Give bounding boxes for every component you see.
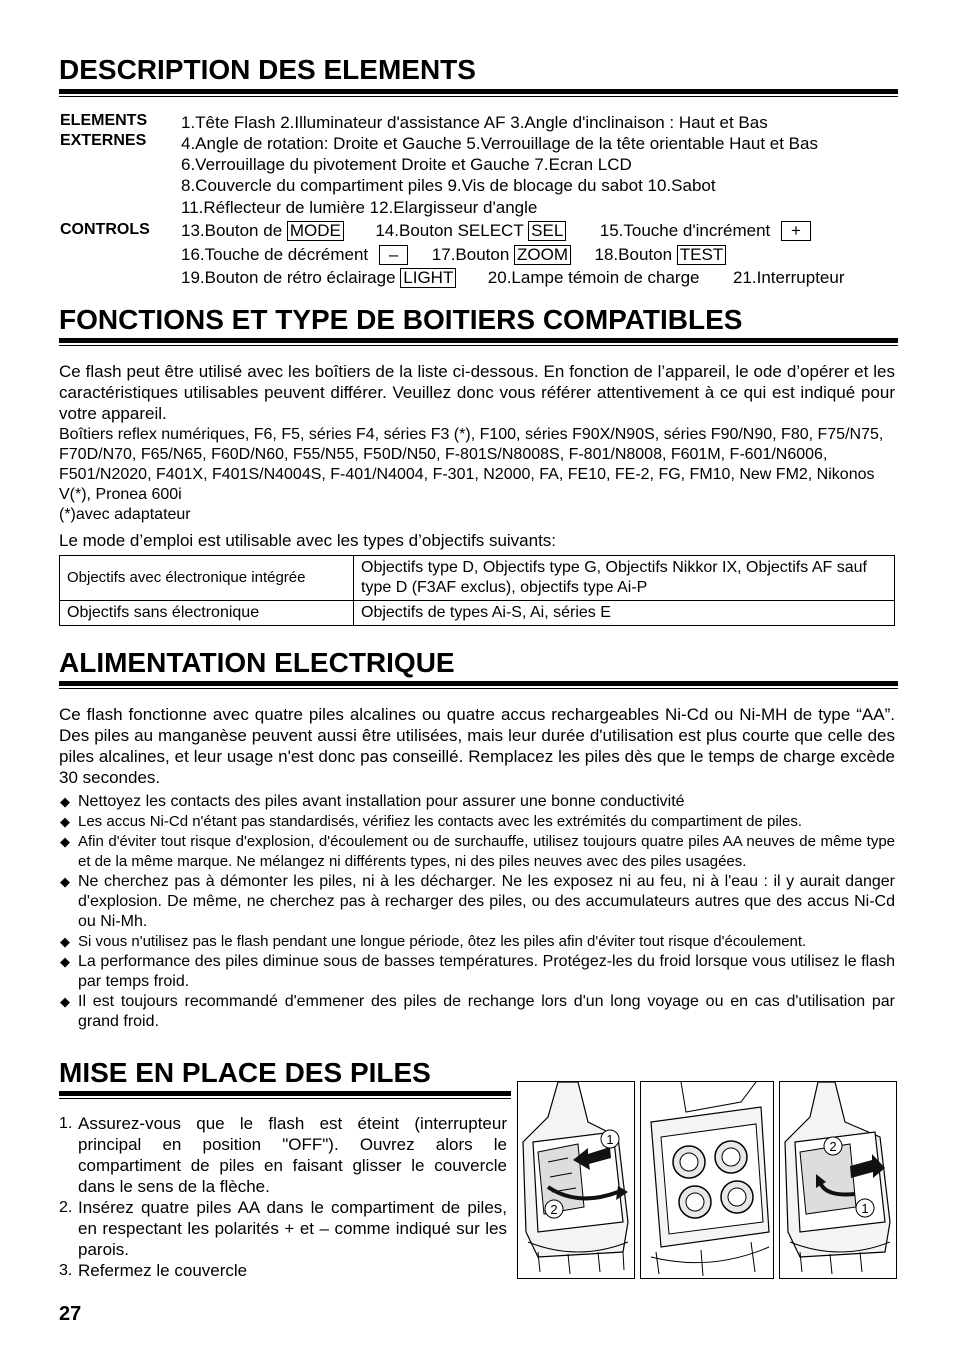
page-number: 27 bbox=[59, 1303, 82, 1325]
title-rule bbox=[59, 89, 898, 94]
controls-line-3 bbox=[181, 267, 844, 288]
battery-steps-list bbox=[59, 1113, 507, 1281]
battery-compartment-icon bbox=[641, 1082, 773, 1278]
table-cell: Objectifs avec électronique intégrée bbox=[60, 556, 354, 601]
control-15: 15.Touche d'incrément bbox=[599, 221, 775, 240]
control-21: 21.Interrupteur bbox=[732, 268, 845, 287]
section-title-fonctions: FONCTIONS ET TYPE DE BOITIERS COMPATIBLES bbox=[59, 304, 743, 335]
table-row bbox=[60, 601, 895, 626]
plus-key: + bbox=[781, 221, 811, 241]
diamond-bullet-icon: ◆ bbox=[60, 794, 70, 809]
minus-key: – bbox=[379, 245, 408, 265]
table-cell: Objectifs de types Ai-S, Ai, séries E bbox=[354, 601, 895, 626]
label-controls: CONTROLS bbox=[60, 221, 150, 238]
flash-open-cover-icon bbox=[518, 1082, 634, 1278]
zoom-key: ZOOM bbox=[514, 245, 571, 265]
title-rule bbox=[59, 1091, 511, 1096]
title-rule-thin bbox=[59, 345, 898, 346]
list-item: ◆ Les accus Ni-Cd n'étant pas standardisés, vérifiez les contacts avec les extrémités du compartiment de piles. bbox=[60, 813, 803, 830]
section-title-alimentation: ALIMENTATION ELECTRIQUE bbox=[59, 647, 455, 678]
table-row bbox=[60, 556, 895, 601]
diamond-bullet-icon: ◆ bbox=[60, 874, 70, 889]
control-16: 16.Touche de décrément bbox=[181, 245, 373, 264]
illustration-batteries bbox=[640, 1081, 774, 1279]
fonctions-intro: Ce flash peut être utilisé avec les boîtiers de la liste ci-dessous. En fonction de l’appareil, le ode d’opérer et les caractéristiques utilisables peuvent différer. Veuillez donc vous référer attentivement à ce qui est indiqué pour votre appareil. bbox=[59, 362, 895, 423]
list-item: ◆ Il est toujours recommandé d'emmener des piles de rechange lors d'un long voyage ou en cas d'utilisation par grand froid. bbox=[60, 993, 895, 1030]
externes-line: 4.Angle de rotation: Droite et Gauche 5.Verrouillage de la tête orientable Haut et Bas bbox=[181, 134, 818, 153]
controls-line-1 bbox=[181, 220, 811, 241]
sel-key: SEL bbox=[528, 221, 566, 241]
title-rule-thin bbox=[59, 1098, 511, 1099]
fonctions-note: (*)avec adaptateur bbox=[59, 506, 191, 523]
diamond-bullet-icon: ◆ bbox=[60, 834, 70, 849]
title-rule bbox=[59, 338, 898, 343]
step-label: 2 bbox=[550, 1202, 558, 1217]
list-item: 1. Assurez-vous que le flash est éteint (interrupteur principal en position "OFF"). Ouvrez alors le compartiment de piles en faisant glisser le couvercle dans le sens de la flèche. bbox=[59, 1114, 507, 1196]
lens-intro: Le mode d’emploi est utilisable avec les types d’objectifs suivants: bbox=[59, 531, 557, 550]
control-17: 17.Bouton bbox=[431, 245, 515, 264]
label-externes: EXTERNES bbox=[60, 132, 147, 149]
title-rule-thin bbox=[59, 96, 898, 97]
control-18: 18.Bouton bbox=[594, 245, 677, 264]
list-item: 2. Insérez quatre piles AA dans le compartiment de piles, en respectant les polarités + et – comme indiqué sur les parois. bbox=[59, 1198, 507, 1259]
label-elements: ELEMENTS bbox=[60, 112, 148, 129]
externes-line: 6.Verrouillage du pivotement Droite et Gauche 7.Ecran LCD bbox=[181, 155, 632, 174]
title-rule-thin bbox=[59, 688, 898, 689]
test-key: TEST bbox=[677, 245, 726, 265]
list-item: ◆ Ne cherchez pas à démonter les piles, ni à les décharger. Ne les exposez ni au feu, ni à l'eau : il y aurait danger d'explosion. De même, ne cherchez pas à recharger des piles, ou des accumulateurs autres que des accus Ni-Cd ou Ni-Mh. bbox=[60, 873, 895, 930]
list-item: 3. Refermez le couvercle bbox=[59, 1261, 248, 1280]
diamond-bullet-icon: ◆ bbox=[60, 994, 70, 1009]
step-label: 1 bbox=[861, 1201, 869, 1216]
list-item: ◆ Nettoyez les contacts des piles avant installation pour assurer une bonne conductivité bbox=[60, 793, 685, 810]
externes-line: 11.Réflecteur de lumière 12.Elargisseur d'angle bbox=[181, 198, 538, 217]
list-item: ◆ Afin d'éviter tout risque d'explosion, d'écoulement ou de surchauffe, utilisez toujours quatre piles AA neuves de même type et de la même marque. Ne mélangez ni différents types, ni des piles neuves avec des piles usagées. bbox=[60, 833, 895, 870]
section-title-mise-en-place: MISE EN PLACE DES PILES bbox=[59, 1057, 431, 1088]
control-19: 19.Bouton de rétro éclairage bbox=[181, 268, 401, 287]
diamond-bullet-icon: ◆ bbox=[60, 934, 70, 949]
control-20: 20.Lampe témoin de charge bbox=[487, 268, 700, 287]
step-label: 2 bbox=[829, 1139, 837, 1154]
externes-line: 8.Couvercle du compartiment piles 9.Vis de blocage du sabot 10.Sabot bbox=[181, 176, 716, 195]
table-cell: Objectifs sans électronique bbox=[60, 601, 354, 626]
externes-line: 1.Tête Flash 2.Illuminateur d'assistance AF 3.Angle d'inclinaison : Haut et Bas bbox=[181, 113, 768, 132]
table-cell: Objectifs type D, Objectifs type G, Objectifs Nikkor IX, Objectifs AF sauf type D (F3AF exclus), objectifs type Ai-P bbox=[354, 556, 895, 601]
control-14: 14.Bouton SELECT bbox=[375, 221, 529, 240]
section-title-description: DESCRIPTION DES ELEMENTS bbox=[59, 54, 476, 85]
diamond-bullet-icon: ◆ bbox=[60, 954, 70, 969]
diamond-bullet-icon: ◆ bbox=[60, 814, 70, 829]
list-item: ◆ Si vous n'utilisez pas le flash pendant une longue période, ôtez les piles afin d'éviter tout risque d'écoulement. bbox=[60, 933, 807, 950]
fonctions-bodies: Boîtiers reflex numériques, F6, F5, séries F4, séries F3 (*), F100, séries F90X/N90S, séries F90/N90, F80, F75/N75, F70D/N70, F65/N65, F60D/N60, F55/N55, F50D/N50, F-801S/N8008S, F-801/N8008, F601M, F-601/N6006, F501/N2020, F401X, F401S/N4004S, F-401/N4004, F-301, N2000, FA, FE10, FE-2, FG, FM10, New FM2, Nikonos V(*), Pronea 600i bbox=[59, 426, 884, 503]
battery-warnings-list bbox=[59, 792, 895, 1032]
illustration-open-cover bbox=[517, 1081, 635, 1279]
list-item: ◆ La performance des piles diminue sous de basses températures. Protégez-les du froid lorsque vous utilisez le flash par temps froid. bbox=[60, 953, 895, 990]
lens-table bbox=[59, 555, 895, 626]
mode-key: MODE bbox=[287, 221, 344, 241]
alimentation-intro: Ce flash fonctionne avec quatre piles alcalines ou quatre accus rechargeables Ni-Cd ou Ni-MH de type “AA”. Des piles au manganèse peuvent aussi être utilisées, mais leur durée d'utilisation est plus courte que celle des piles alcalines, et leur usage n'est donc pas conseillé. Remplacez les piles dès que le temps de charge excède 30 secondes. bbox=[59, 705, 895, 787]
illustration-close-cover bbox=[779, 1081, 897, 1279]
light-key: LIGHT bbox=[400, 268, 456, 288]
flash-close-cover-icon bbox=[780, 1082, 896, 1278]
control-13: 13.Bouton de bbox=[181, 221, 287, 240]
controls-line-2 bbox=[181, 244, 726, 265]
title-rule bbox=[59, 681, 898, 686]
step-label: 1 bbox=[606, 1132, 614, 1147]
